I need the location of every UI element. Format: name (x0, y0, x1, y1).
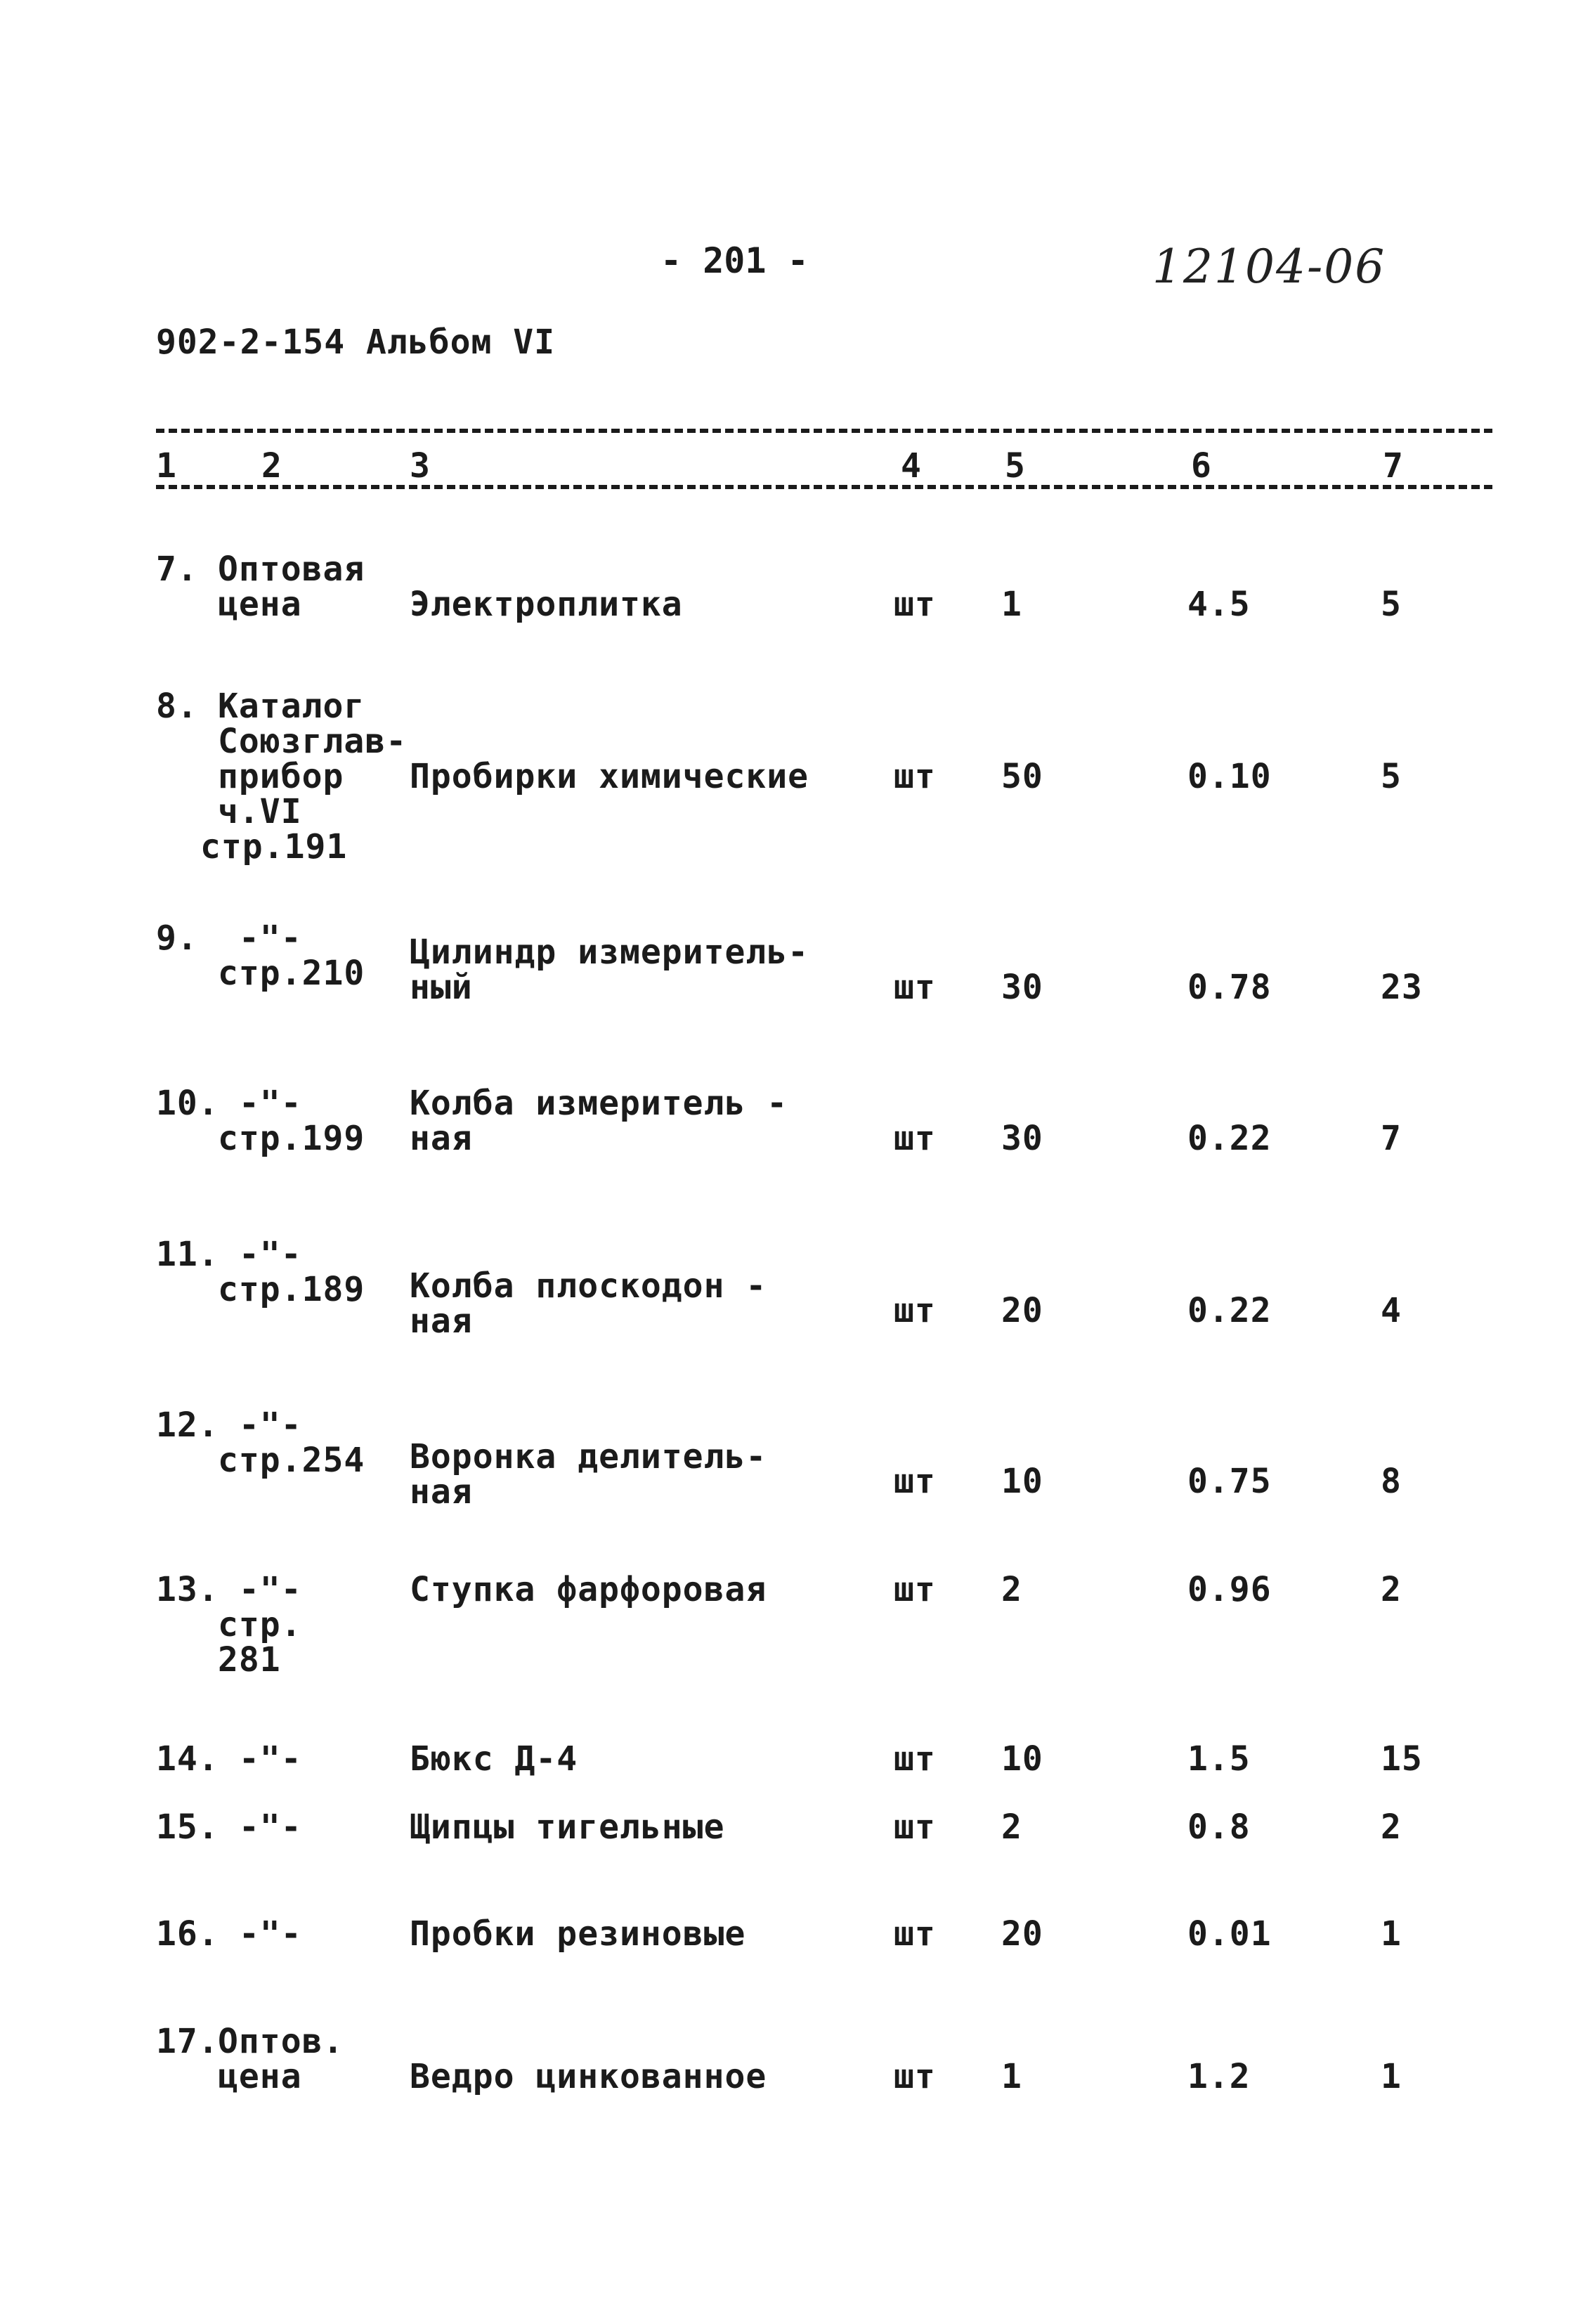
row-number: 7. (156, 550, 198, 589)
header-rule (156, 485, 1492, 489)
unit-price: 0.10 (1187, 757, 1272, 796)
source-reference: -"- (239, 1235, 302, 1274)
source-reference: Каталог (218, 687, 365, 726)
source-reference: стр.199 (218, 1119, 365, 1158)
total-cost: 15 (1381, 1739, 1423, 1779)
quantity: 50 (1001, 757, 1043, 796)
unit: шт (894, 1570, 936, 1609)
source-reference: стр.189 (218, 1270, 365, 1309)
project-title: 902-2-154 Альбом VI (156, 323, 556, 362)
quantity: 1 (1001, 585, 1022, 624)
source-reference: Оптов. (218, 2022, 344, 2061)
row-number: 15. (156, 1807, 219, 1847)
item-name: ная (410, 1119, 473, 1158)
quantity: 20 (1001, 1291, 1043, 1330)
total-cost: 7 (1381, 1119, 1402, 1158)
row-number: 10. (156, 1084, 219, 1123)
item-name: Цилиндр измеритель- (410, 933, 809, 972)
unit: шт (894, 1291, 936, 1330)
source-reference: ч.VI (218, 792, 302, 831)
item-name: Пробки резиновые (410, 1914, 746, 1954)
source-reference: 281 (218, 1640, 281, 1680)
source-reference: прибор (218, 757, 344, 796)
source-reference: -"- (239, 1406, 302, 1445)
col-header-3: 3 (410, 446, 431, 486)
total-cost: 2 (1381, 1570, 1402, 1609)
item-name: Щипцы тигельные (410, 1807, 725, 1847)
unit-price: 0.8 (1187, 1807, 1251, 1847)
row-number: 13. (156, 1570, 219, 1609)
quantity: 30 (1001, 968, 1043, 1007)
top-rule (156, 429, 1492, 433)
unit: шт (894, 1739, 936, 1779)
source-reference: -"- (239, 1807, 302, 1847)
unit-price: 4.5 (1187, 585, 1251, 624)
source-reference: Союзглав- (218, 722, 408, 761)
source-reference: -"- (239, 918, 302, 958)
quantity: 1 (1001, 2057, 1022, 2096)
row-number: 9. (156, 918, 198, 958)
row-number: 14. (156, 1739, 219, 1779)
unit-price: 0.22 (1187, 1119, 1272, 1158)
source-reference: -"- (239, 1570, 302, 1609)
item-name: Ступка фарфоровая (410, 1570, 767, 1609)
quantity: 2 (1001, 1807, 1022, 1847)
source-reference: стр.210 (218, 954, 365, 993)
total-cost: 2 (1381, 1807, 1402, 1847)
row-number: 12. (156, 1406, 219, 1445)
document-code: 12104-06 (1152, 240, 1386, 294)
item-name: Пробирки химические (410, 757, 809, 796)
unit: шт (894, 1462, 936, 1501)
total-cost: 5 (1381, 757, 1402, 796)
quantity: 10 (1001, 1739, 1043, 1779)
item-name: Бюкс Д-4 (410, 1739, 578, 1779)
quantity: 30 (1001, 1119, 1043, 1158)
unit: шт (894, 1914, 936, 1954)
source-reference: -"- (239, 1914, 302, 1954)
source-reference: Оптовая (218, 550, 365, 589)
item-name: Ведро цинкованное (410, 2057, 767, 2096)
quantity: 10 (1001, 1462, 1043, 1501)
unit-price: 0.75 (1187, 1462, 1272, 1501)
total-cost: 8 (1381, 1462, 1402, 1501)
row-number: 8. (156, 687, 198, 726)
unit-price: 0.78 (1187, 968, 1272, 1007)
unit: шт (894, 585, 936, 624)
col-header-1: 1 (156, 446, 177, 486)
item-name: Воронка делитель- (410, 1437, 767, 1476)
row-number: 17. (156, 2022, 219, 2061)
unit: шт (894, 968, 936, 1007)
source-reference: -"- (239, 1739, 302, 1779)
total-cost: 4 (1381, 1291, 1402, 1330)
quantity: 20 (1001, 1914, 1043, 1954)
col-header-2: 2 (261, 446, 282, 486)
source-reference: цена (218, 2057, 302, 2096)
item-name: Электроплитка (410, 585, 683, 624)
row-number: 11. (156, 1235, 219, 1274)
source-reference: стр.191 (200, 827, 348, 866)
unit-price: 0.96 (1187, 1570, 1272, 1609)
col-header-6: 6 (1191, 446, 1212, 486)
total-cost: 1 (1381, 2057, 1402, 2096)
unit-price: 1.2 (1187, 2057, 1251, 2096)
item-name: ная (410, 1301, 473, 1341)
page-number: - 201 - (660, 240, 809, 281)
unit: шт (894, 757, 936, 796)
source-reference: -"- (239, 1084, 302, 1123)
total-cost: 1 (1381, 1914, 1402, 1954)
unit: шт (894, 1807, 936, 1847)
item-name: ная (410, 1472, 473, 1512)
source-reference: цена (218, 585, 302, 624)
col-header-5: 5 (1005, 446, 1026, 486)
total-cost: 23 (1381, 968, 1423, 1007)
total-cost: 5 (1381, 585, 1402, 624)
source-reference: стр.254 (218, 1441, 365, 1480)
source-reference: стр. (218, 1605, 302, 1644)
col-header-7: 7 (1383, 446, 1404, 486)
col-header-4: 4 (901, 446, 922, 486)
item-name: Колба плоскодон - (410, 1266, 767, 1306)
row-number: 16. (156, 1914, 219, 1954)
unit: шт (894, 2057, 936, 2096)
unit-price: 0.22 (1187, 1291, 1272, 1330)
item-name: Колба измеритель - (410, 1084, 788, 1123)
unit-price: 0.01 (1187, 1914, 1272, 1954)
unit: шт (894, 1119, 936, 1158)
quantity: 2 (1001, 1570, 1022, 1609)
item-name: ный (410, 968, 473, 1007)
unit-price: 1.5 (1187, 1739, 1251, 1779)
